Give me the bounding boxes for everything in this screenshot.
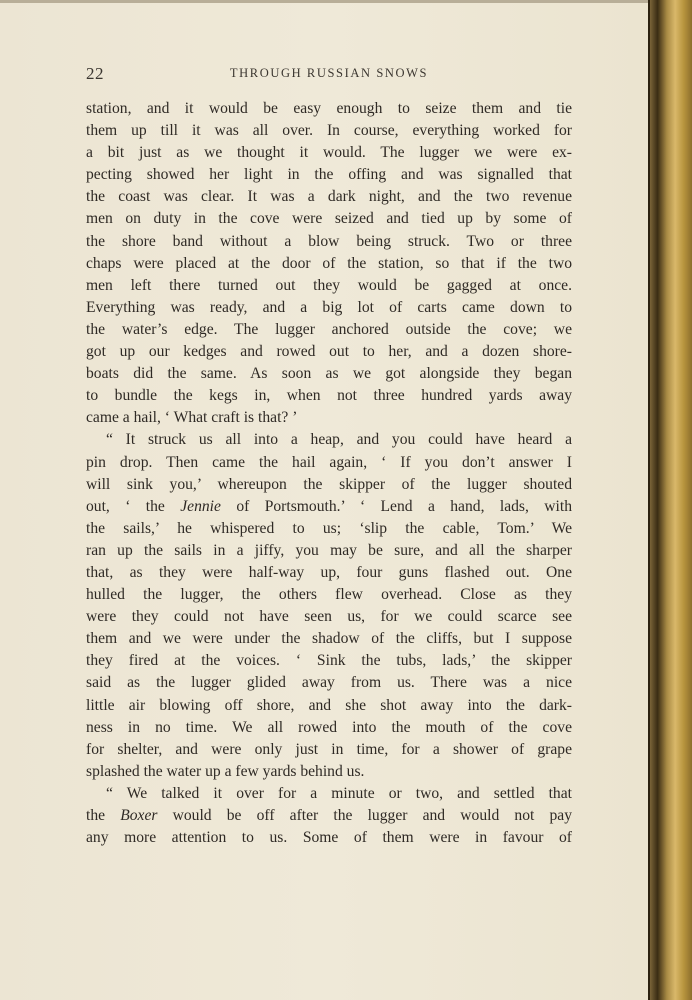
text-line: for shelter, and were only just in time, for a shower of grape — [86, 740, 572, 758]
italic-ship-name: Boxer — [120, 807, 158, 824]
text-line: men on duty in the cove were seized and tied up by some of — [86, 210, 572, 228]
text-line: came a hail, ‘ What craft is that? ’ — [86, 409, 298, 427]
text-line: chaps were placed at the door of the station, so that if the two — [86, 254, 572, 272]
text-segment: would be off after the lugger and would not pay — [157, 807, 573, 824]
text-line: pecting showed her light in the offing and was signalled that — [86, 166, 572, 184]
text-line: a bit just as we thought it would. The lugger we were ex- — [86, 144, 572, 162]
top-rule — [0, 0, 650, 3]
text-line: to bundle the kegs in, when not three hundred yards away — [86, 387, 572, 405]
text-line: the coast was clear. It was a dark night, and the two revenue — [86, 188, 572, 206]
text-line: them and we were under the shadow of the cliffs, but I suppose — [86, 630, 572, 648]
text-line: them up till it was all over. In course, everything worked for — [86, 122, 572, 140]
text-line: got up our kedges and rowed out to her, and a dozen shore- — [86, 343, 572, 361]
text-line: splashed the water up a few yards behind us. — [86, 762, 365, 780]
text-line: “ It struck us all into a heap, and you could have heard a — [106, 431, 572, 449]
text-line: that, as they were half-way up, four guns flashed out. One — [86, 563, 572, 581]
text-line: station, and it would be easy enough to seize them and tie — [86, 100, 572, 117]
text-segment: out, ‘ the — [86, 497, 181, 515]
text-line: the sails,’ he whispered to us; ‘slip the cable, Tom.’ We — [86, 519, 572, 537]
text-line: the shore band without a blow being struck. Two or three — [86, 232, 572, 250]
text-line — [86, 496, 572, 518]
text-line: ness in no time. We all rowed into the mouth of the cove — [86, 718, 572, 736]
text-line: any more attention to us. Some of them were in favour of — [86, 829, 572, 847]
book-spine — [650, 0, 692, 1000]
body-text — [86, 98, 572, 849]
page-header — [86, 64, 572, 84]
text-line: men left there turned out they would be gagged at once. — [86, 276, 572, 294]
text-line: were they could not have seen us, for we could scarce see — [86, 608, 572, 626]
text-line: they fired at the voices. ‘ Sink the tubs, lads,’ the skipper — [86, 652, 572, 670]
text-line: Everything was ready, and a big lot of carts came down to — [86, 298, 572, 316]
text-line: ran up the sails in a jiffy, you may be sure, and all the sharper — [86, 541, 572, 559]
text-line: said as the lugger glided away from us. There was a nice — [86, 674, 572, 692]
text-line: hulled the lugger, the others flew overhead. Close as they — [86, 586, 572, 604]
text-line — [86, 805, 572, 827]
page-number: 22 — [86, 64, 104, 83]
italic-ship-name: Jennie — [180, 497, 221, 515]
text-line: “ We talked it over for a minute or two, and settled that — [106, 784, 572, 802]
text-line: pin drop. Then came the hail again, ‘ If you don’t answer I — [86, 453, 572, 471]
text-line: little air blowing off shore, and she shot away into the dark- — [86, 696, 572, 714]
text-line: the water’s edge. The lugger anchored outside the cove; we — [86, 320, 572, 338]
running-title: THROUGH RUSSIAN SNOWS — [229, 66, 429, 80]
text-segment: of Portsmouth.’ ‘ Lend a hand, lads, with — [220, 497, 572, 515]
text-segment: the — [86, 807, 121, 824]
text-line: boats did the same. As soon as we got alongside they began — [86, 365, 572, 383]
text-line: will sink you,’ whereupon the skipper of the lugger shouted — [86, 475, 572, 493]
